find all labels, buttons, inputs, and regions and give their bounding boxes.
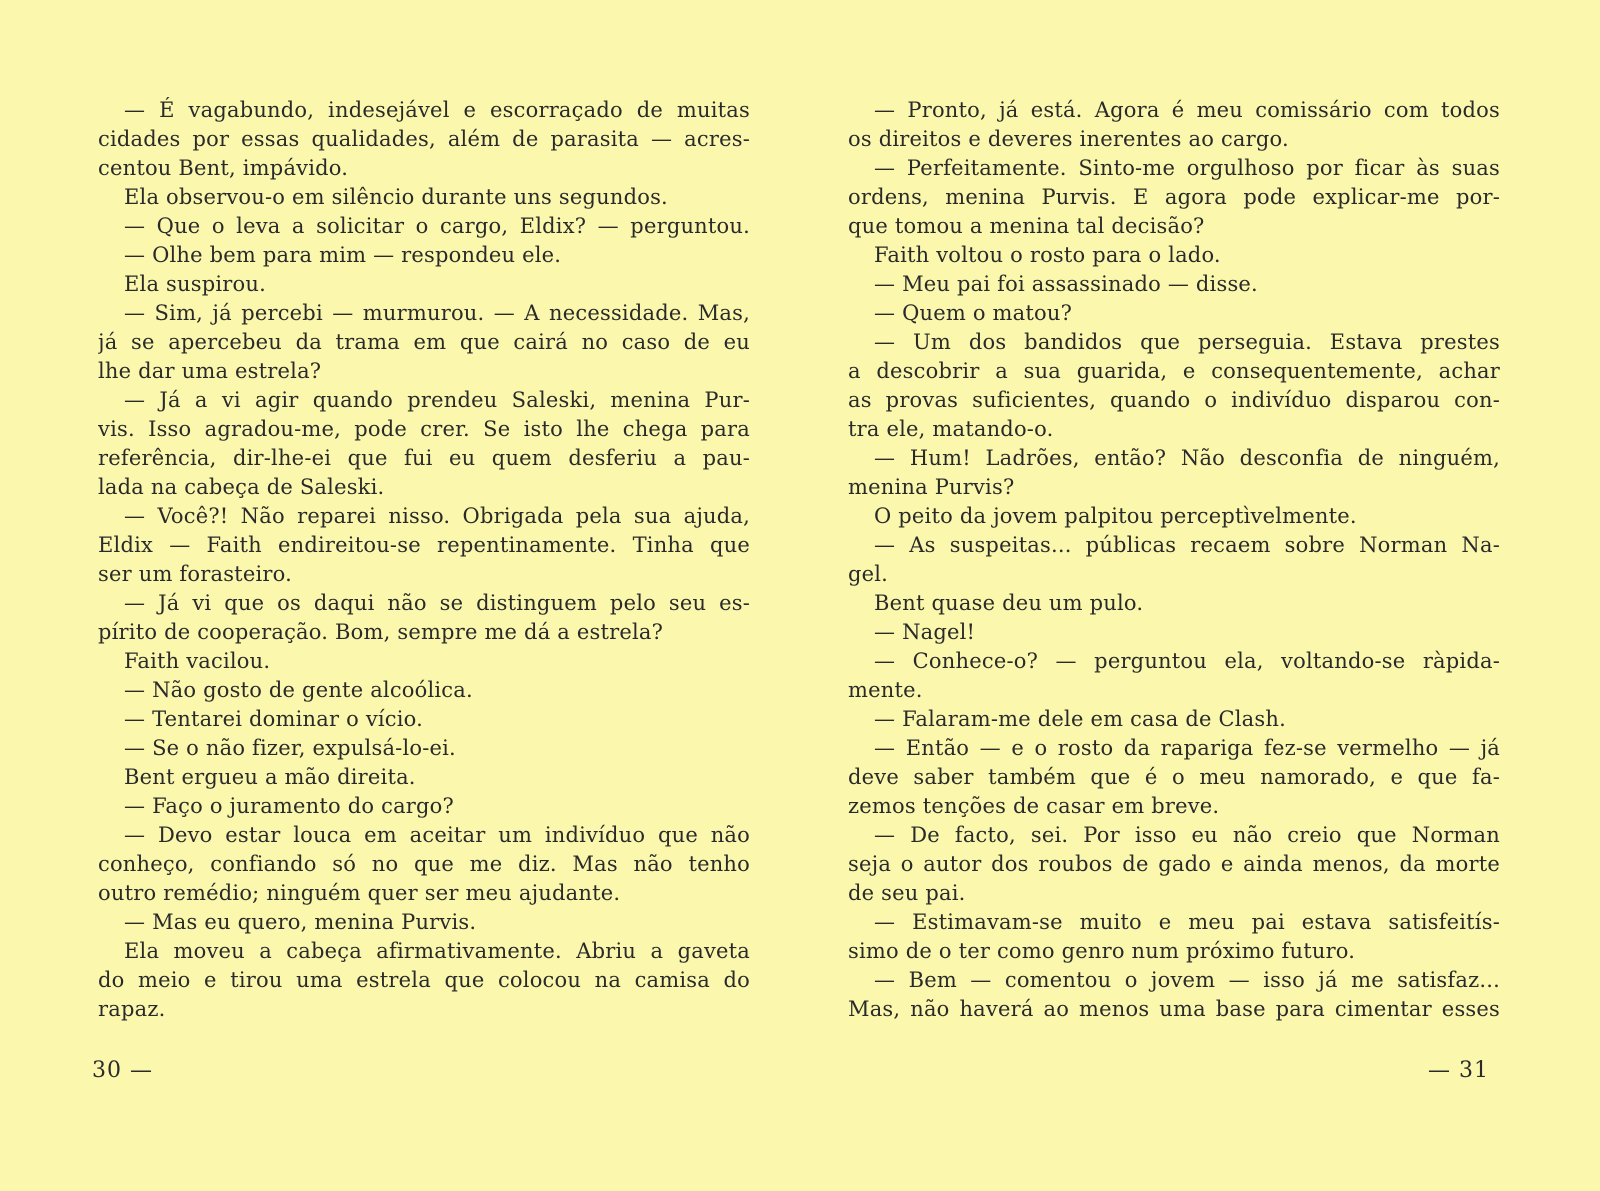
text-line: — Já vi que os daqui não se distinguem pelo seu es- [124, 591, 750, 615]
text-line: cidades por essas qualidades, além de parasita — acres- [98, 127, 750, 151]
text-line: — Quem o matou? [874, 301, 1073, 325]
left-page-number: 30 — [92, 1058, 153, 1083]
text-line: lhe dar uma estrela? [98, 359, 322, 383]
text-line: — Que o leva a solicitar o cargo, Eldix? — perguntou. [124, 214, 750, 238]
text-line: — Conhece-o? — perguntou ela, voltando-se ràpida- [874, 649, 1500, 673]
text-line: — Tentarei dominar o vício. [124, 707, 424, 731]
text-line: — Faço o juramento do cargo? [124, 794, 454, 818]
text-line: Faith voltou o rosto para o lado. [874, 243, 1221, 267]
text-line: — Já a vi agir quando prendeu Saleski, menina Pur- [124, 388, 750, 412]
text-line: — Se o não fizer, expulsá-lo-ei. [124, 736, 456, 760]
text-line: outro remédio; ninguém quer ser meu ajudante. [98, 881, 621, 905]
text-line: Bent ergueu a mão direita. [124, 765, 416, 789]
right-page [848, 96, 1500, 1024]
text-line: — Pronto, já está. Agora é meu comissário com todos [874, 98, 1500, 122]
text-line: lada na cabeça de Saleski. [98, 475, 385, 499]
text-line: — É vagabundo, indesejável e escorraçado de muitas [124, 98, 750, 122]
text-line: — Hum! Ladrões, então? Não desconfia de ninguém, [874, 446, 1500, 470]
text-line: menina Purvis? [848, 475, 1015, 499]
text-line: Mas, não haverá ao menos uma base para cimentar esses [848, 997, 1500, 1021]
text-line: O peito da jovem palpitou perceptìvelmente. [874, 504, 1357, 528]
text-line: vis. Isso agradou-me, pode crer. Se isto lhe chega para [98, 417, 750, 441]
text-line: Ela moveu a cabeça afirmativamente. Abriu a gaveta [124, 939, 750, 963]
text-line: do meio e tirou uma estrela que colocou na camisa do [98, 968, 750, 992]
text-line: — Um dos bandidos que perseguia. Estava prestes [874, 330, 1500, 354]
text-line: centou Bent, impávido. [98, 156, 349, 180]
text-line: — Olhe bem para mim — respondeu ele. [124, 243, 562, 267]
text-line: ordens, menina Purvis. E agora pode explicar-me por- [848, 185, 1500, 209]
text-line: zemos tenções de casar em breve. [848, 794, 1220, 818]
text-line: — Perfeitamente. Sinto-me orgulhoso por ficar às suas [874, 156, 1500, 180]
text-line: ser um forasteiro. [98, 562, 292, 586]
text-line: — Estimavam-se muito e meu pai estava satisfeitís- [874, 910, 1500, 934]
text-line: seja o autor dos roubos de gado e ainda menos, da morte [848, 852, 1500, 876]
text-line: — Sim, já percebi — murmurou. — A necessidade. Mas, [124, 301, 750, 325]
text-line: Bent quase deu um pulo. [874, 591, 1144, 615]
text-line: os direitos e deveres inerentes ao cargo. [848, 127, 1289, 151]
text-line: — As suspeitas... públicas recaem sobre Norman Na- [874, 533, 1500, 557]
text-line: — Falaram-me dele em casa de Clash. [874, 707, 1286, 731]
text-line: — Não gosto de gente alcoólica. [124, 678, 473, 702]
text-line: Eldix — Faith endireitou-se repentinamente. Tinha que [98, 533, 750, 557]
text-line: as provas suficientes, quando o indivíduo disparou con- [848, 388, 1500, 412]
text-line: simo de o ter como genro num próximo futuro. [848, 939, 1356, 963]
text-line: deve saber também que é o meu namorado, e que fa- [848, 765, 1500, 789]
text-line: pírito de cooperação. Bom, sempre me dá a estrela? [98, 620, 664, 644]
text-line: Ela suspirou. [124, 272, 266, 296]
text-line: — Meu pai foi assassinado — disse. [874, 272, 1258, 296]
text-line: Ela observou-o em silêncio durante uns segundos. [124, 185, 668, 209]
text-line: — Bem — comentou o jovem — isso já me satisfaz... [874, 968, 1500, 992]
text-line: que tomou a menina tal decisão? [848, 214, 1205, 238]
text-line: — Devo estar louca em aceitar um indivíduo que não [124, 823, 750, 847]
text-line: referência, dir-lhe-ei que fui eu quem desferiu a pau- [98, 446, 750, 470]
text-line: rapaz. [98, 997, 166, 1021]
left-page [98, 96, 750, 1024]
text-line: — De facto, sei. Por isso eu não creio que Norman [874, 823, 1500, 847]
text-line: — Nagel! [874, 620, 976, 644]
right-page-number: — 31 [1428, 1058, 1489, 1083]
text-line: conheço, confiando só no que me diz. Mas não tenho [98, 852, 750, 876]
text-line: mente. [848, 678, 923, 702]
text-line: de seu pai. [848, 881, 966, 905]
text-line: Faith vacilou. [124, 649, 271, 673]
text-line: — Então — e o rosto da rapariga fez-se vermelho — já [874, 736, 1500, 760]
text-line: já se apercebeu da trama em que cairá no caso de eu [98, 330, 750, 354]
text-line: tra ele, matando-o. [848, 417, 1054, 441]
text-line: a descobrir a sua guarida, e consequentemente, achar [848, 359, 1500, 383]
text-line: — Você?! Não reparei nisso. Obrigada pela sua ajuda, [124, 504, 750, 528]
text-line: gel. [848, 562, 889, 586]
text-line: — Mas eu quero, menina Purvis. [124, 910, 477, 934]
